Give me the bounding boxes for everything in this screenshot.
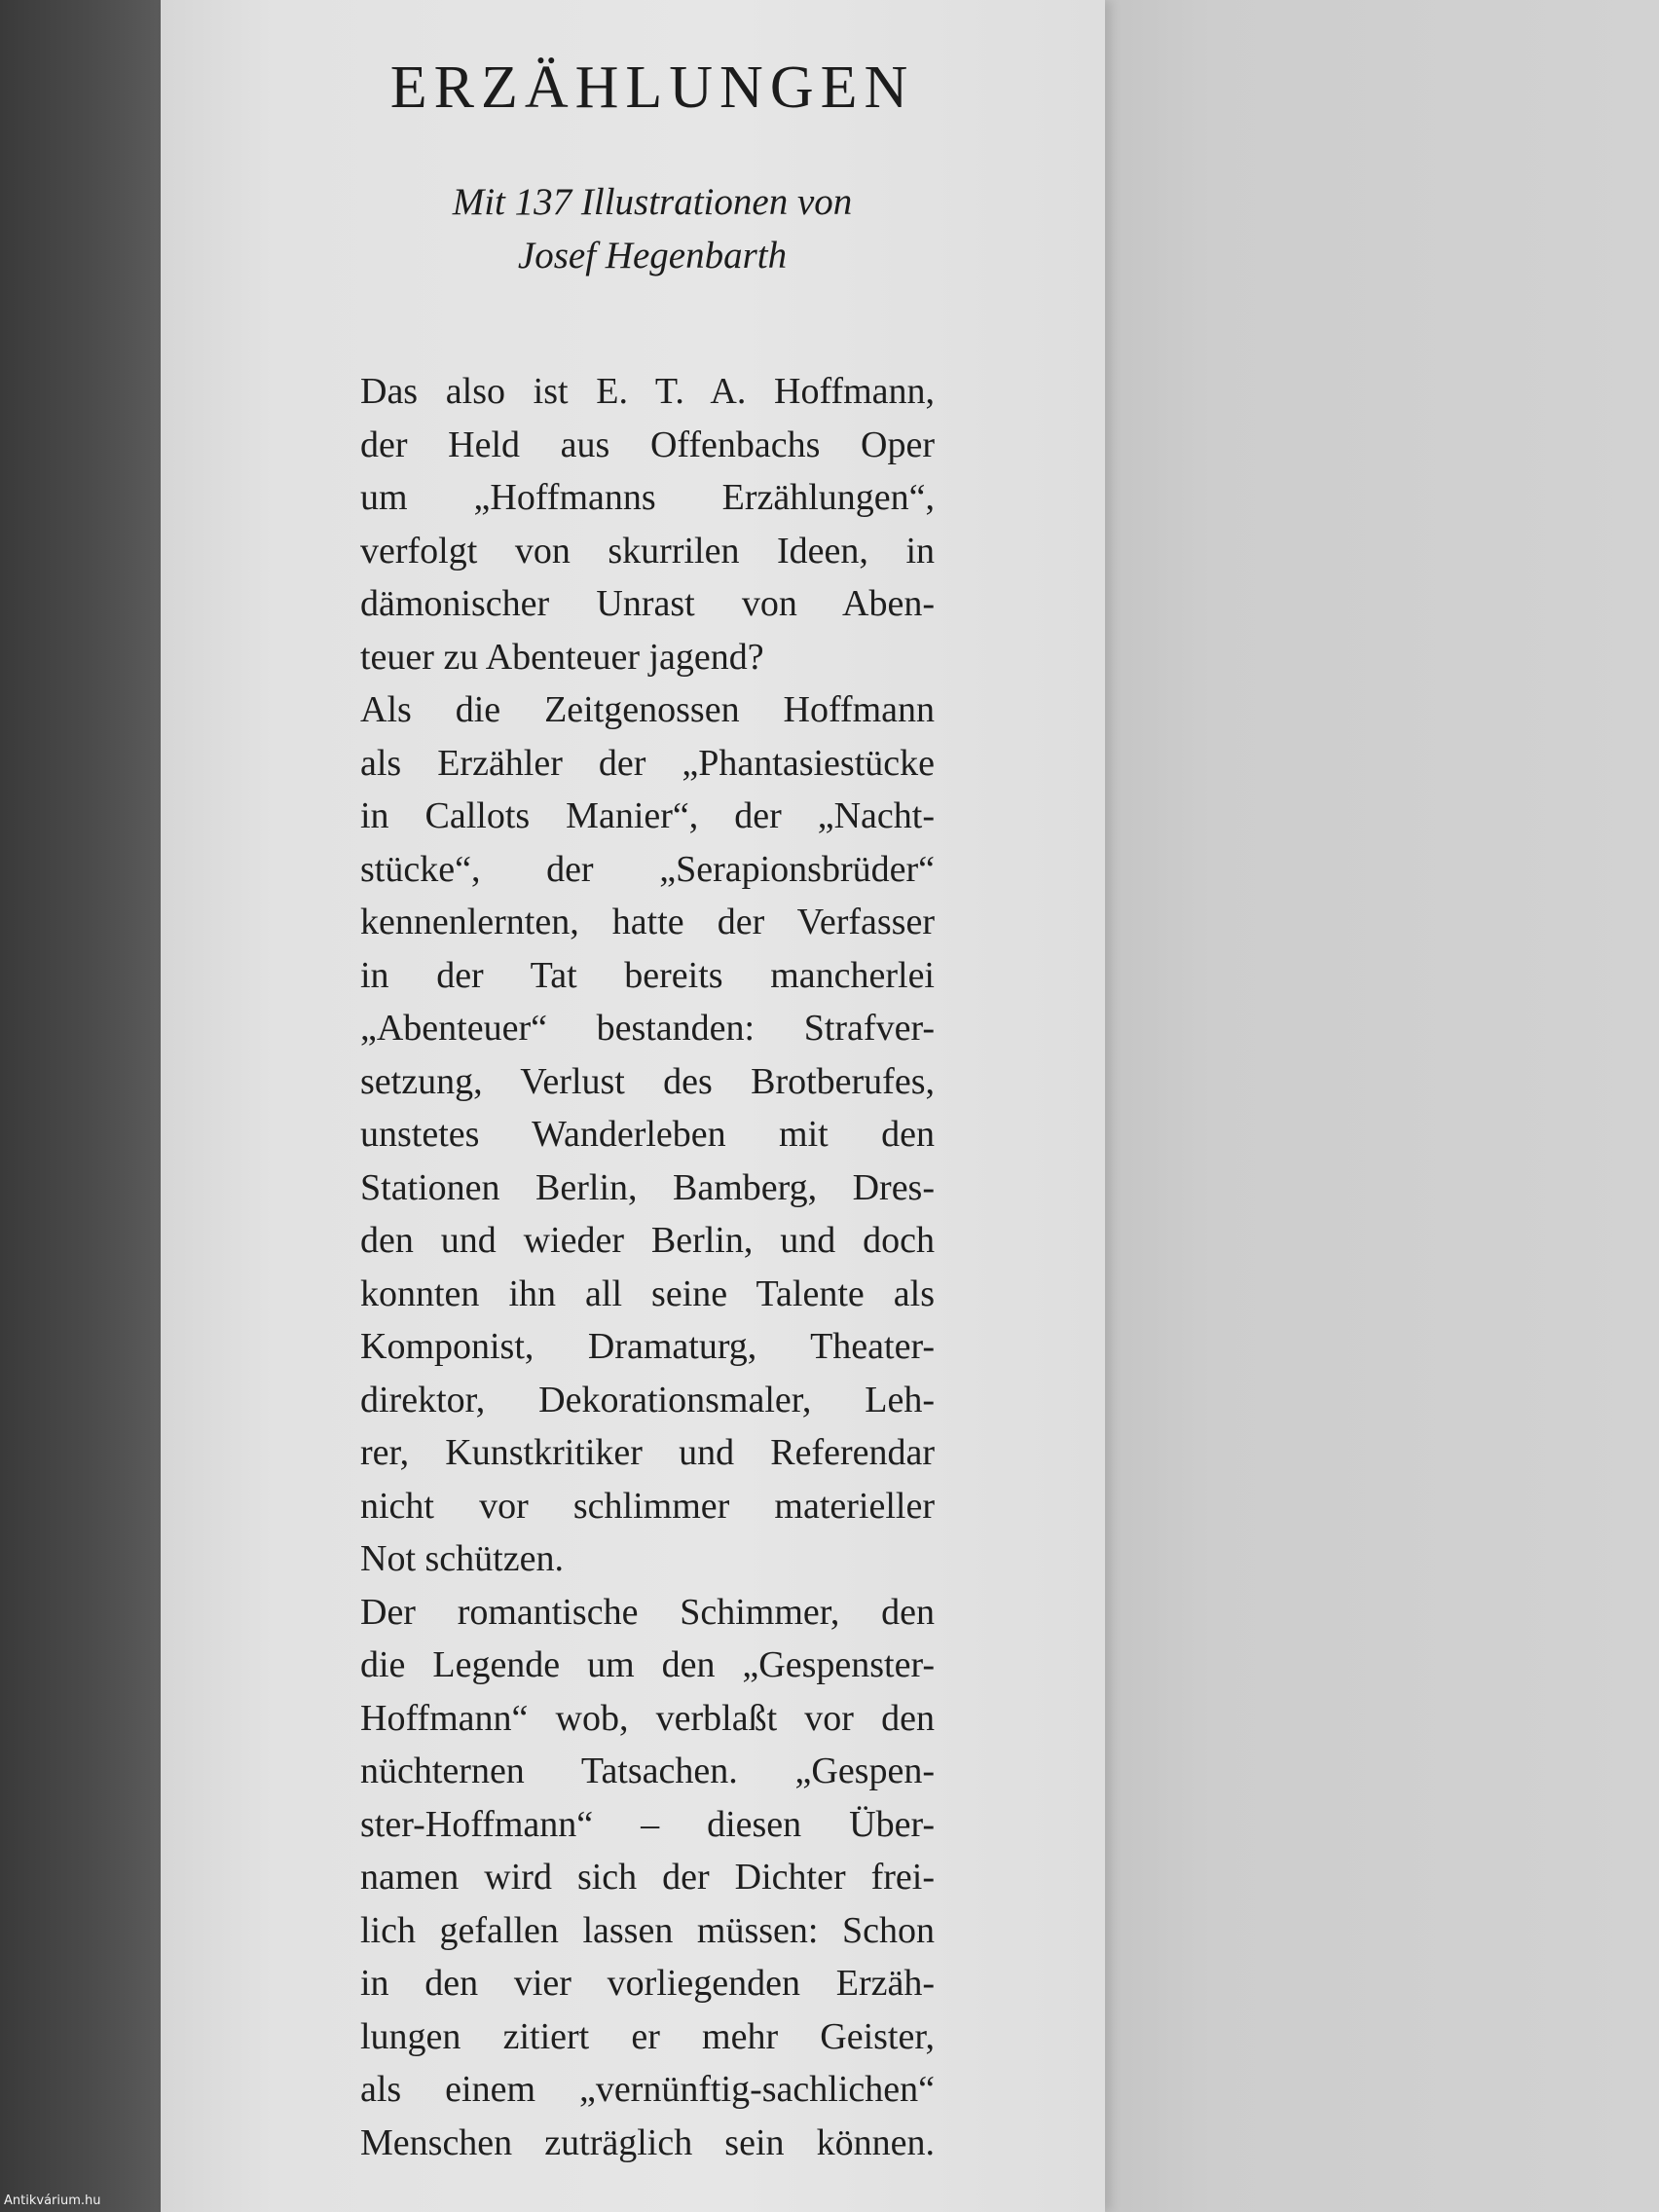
page-title: ERZÄHLUNGEN (389, 55, 915, 121)
text-line: Als die Zeitgenossen Hoffmann (360, 689, 935, 730)
blurb-text (360, 365, 935, 2169)
text-line: nicht vor schlimmer materieller (360, 1485, 935, 1527)
text-line: als Erzähler der „Phantasiestücke (360, 742, 935, 784)
text-line: Not schützen. (360, 1538, 564, 1579)
watermark: Antikvárium.hu (4, 2194, 101, 2208)
paragraph-2 (360, 683, 935, 1586)
text-line: Hoffmann“ wob, verblaßt vor den (360, 1697, 935, 1739)
text-line: nüchternen Tatsachen. „Gespen- (360, 1751, 935, 1791)
text-line: „Abenteuer“ bestanden: Strafver- (360, 1008, 935, 1049)
text-line: Stationen Berlin, Bamberg, Dres- (360, 1166, 935, 1208)
text-line: stücke“, der „Serapionsbrüder“ (360, 848, 935, 890)
text-line: Komponist, Dramaturg, Theater- (360, 1326, 935, 1367)
text-line: konnten ihn all seine Talente als (360, 1272, 935, 1314)
text-line: lich gefallen lassen müssen: Schon (360, 1909, 935, 1951)
text-line: rer, Kunstkritiker und Referendar (360, 1432, 935, 1473)
book-cover-board (1100, 0, 1659, 2212)
text-line: in den vier vorliegenden Erzäh- (360, 1963, 935, 2004)
text-line: Menschen zuträglich sein können. (360, 2121, 935, 2163)
text-line: direktor, Dekorationsmaler, Leh- (360, 1379, 935, 1420)
text-line: lungen zitiert er mehr Geister, (360, 2015, 935, 2057)
text-line: den und wieder Berlin, und doch (360, 1220, 935, 1261)
text-line: Der romantische Schimmer, den (360, 1591, 935, 1633)
text-line: der Held aus Offenbachs Oper (360, 424, 935, 465)
text-line: um „Hoffmanns Erzählungen“, (360, 477, 935, 518)
text-line: ster-Hoffmann“ – diesen Über- (360, 1803, 935, 1845)
subtitle-line-1: Mit 137 Illustrationen von (452, 181, 853, 223)
paragraph-3 (360, 1586, 935, 2170)
book-spine-shadow (0, 0, 166, 2212)
subtitle (161, 175, 1144, 282)
text-line: die Legende um den „Gespenster- (360, 1644, 935, 1685)
text-line: setzung, Verlust des Brotberufes, (360, 1060, 935, 1102)
text-line: namen wird sich der Dichter frei- (360, 1857, 935, 1898)
text-line: teuer zu Abenteuer jagend? (360, 636, 764, 678)
paragraph-1 (360, 365, 935, 683)
text-line: unstetes Wanderleben mit den (360, 1114, 935, 1155)
text-line: verfolgt von skurrilen Ideen, in (360, 530, 935, 571)
subtitle-line-2: Josef Hegenbarth (517, 235, 788, 276)
text-line: als einem „vernünftig-sachlichen“ (360, 2069, 935, 2110)
text-line: kennenlernten, hatte der Verfasser (360, 902, 935, 942)
text-line: Das also ist E. T. A. Hoffmann, (360, 371, 935, 412)
text-line: dämonischer Unrast von Aben- (360, 583, 935, 624)
text-line: in der Tat bereits mancherlei (360, 954, 935, 996)
text-line: in Callots Manier“, der „Nacht- (360, 795, 935, 836)
